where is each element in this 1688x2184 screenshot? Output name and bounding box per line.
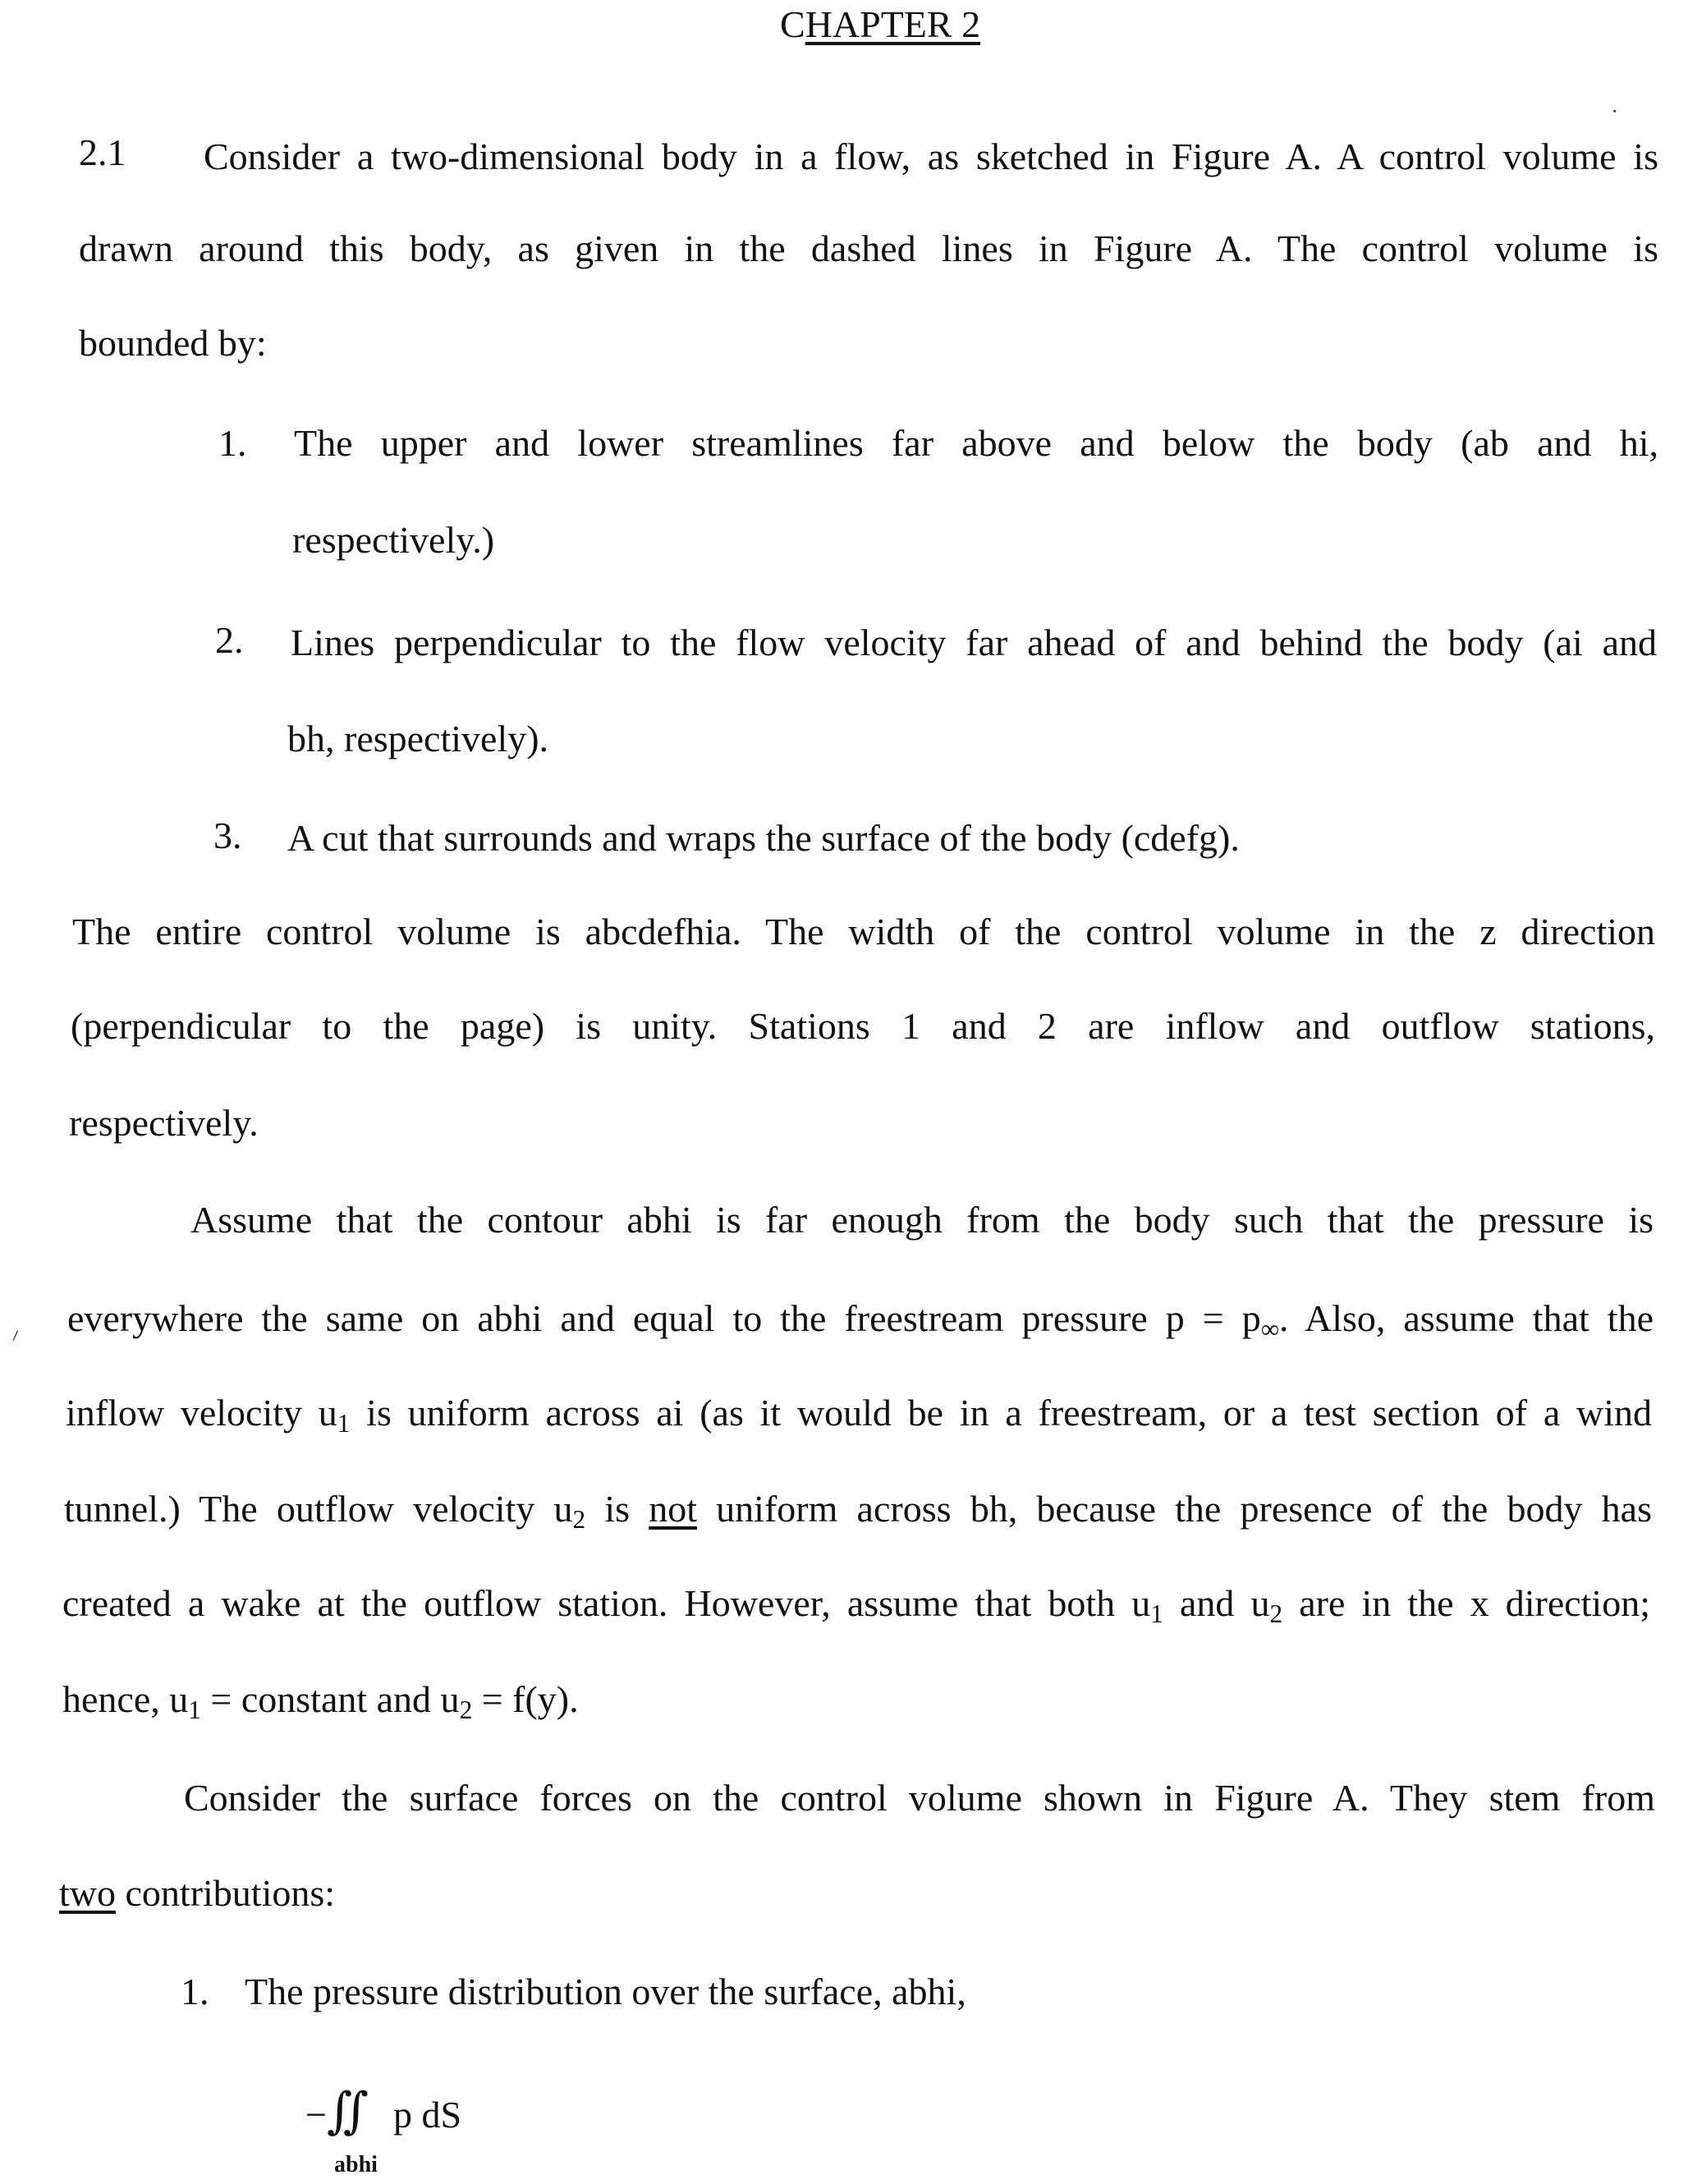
forces-line-1: Consider the surface forces on the control volume shown in Figure A. They stem from	[184, 1777, 1655, 1819]
list-item-1-line2: respectively.)	[292, 519, 495, 561]
emphasis-not: not	[649, 1488, 697, 1530]
contribution-number-1: 1.	[181, 1971, 209, 2012]
cv-line-1: The entire control volume is abcdefhia. The width of the control volume in the z direction	[72, 911, 1655, 952]
cv-line-3: respectively.	[69, 1102, 259, 1144]
intro-line-1: Consider a two-dimensional body in a flow, as sketched in Figure A. A control volume is	[204, 135, 1658, 177]
list-number-3: 3.	[213, 814, 242, 856]
assume-line-2: everywhere the same on abhi and equal to the freestream pressure $p = p_\infty$. Also, assume that the	[67, 1297, 1654, 1343]
integral-subscript: abhi	[334, 2152, 378, 2177]
assume-line-6: hence, $u_1$ = constant and $u_2 = f(y)$.	[62, 1678, 579, 1724]
chapter-heading: CHAPTER 2	[780, 3, 981, 45]
list-item-2-line2: bh, respectively).	[287, 718, 549, 759]
equation: −∬ p dS	[305, 2084, 462, 2138]
scan-speck: ⸝	[4, 1317, 24, 1346]
forces-line-2: two contributions:	[59, 1872, 336, 1914]
assume-line-5: created a wake at the outflow station. However, assume that both $u_1$ and $u_2$ are in the x direction;	[62, 1582, 1650, 1628]
cv-line-2: (perpendicular to the page) is unity. Stations 1 and 2 are inflow and outflow stations,	[71, 1005, 1655, 1047]
list-item-3-line1: A cut that surrounds and wraps the surface of the body (cdefg).	[287, 817, 1240, 859]
problem-number: 2.1	[79, 131, 126, 173]
list-item-1-line1: The upper and lower streamlines far above and below the body (ab and hi,	[294, 422, 1658, 464]
list-number-1: 1.	[218, 422, 247, 464]
emphasis-two: two	[59, 1872, 116, 1914]
contribution-item-1: The pressure distribution over the surface, abhi,	[245, 1971, 966, 2012]
scan-speck: ·	[1611, 99, 1619, 125]
intro-line-2: drawn around this body, as given in the dashed lines in Figure A. The control volume is	[79, 227, 1658, 269]
assume-line-4: tunnel.) The outflow velocity $u_2$ is not uniform across bh, because the presence of the body has	[64, 1488, 1652, 1534]
intro-line-3: bounded by:	[79, 322, 267, 364]
list-number-2: 2.	[215, 619, 244, 661]
assume-line-3: inflow velocity $u_1$ is uniform across ai (as it would be in a freestream, or a test section of a wind	[66, 1392, 1652, 1438]
assume-line-1: Assume that the contour abhi is far enough from the body such that the pressure is	[190, 1199, 1654, 1241]
list-item-2-line1: Lines perpendicular to the flow velocity far ahead of and behind the body (ai and	[291, 622, 1657, 663]
double-integral-symbol: ∬	[326, 2084, 369, 2138]
